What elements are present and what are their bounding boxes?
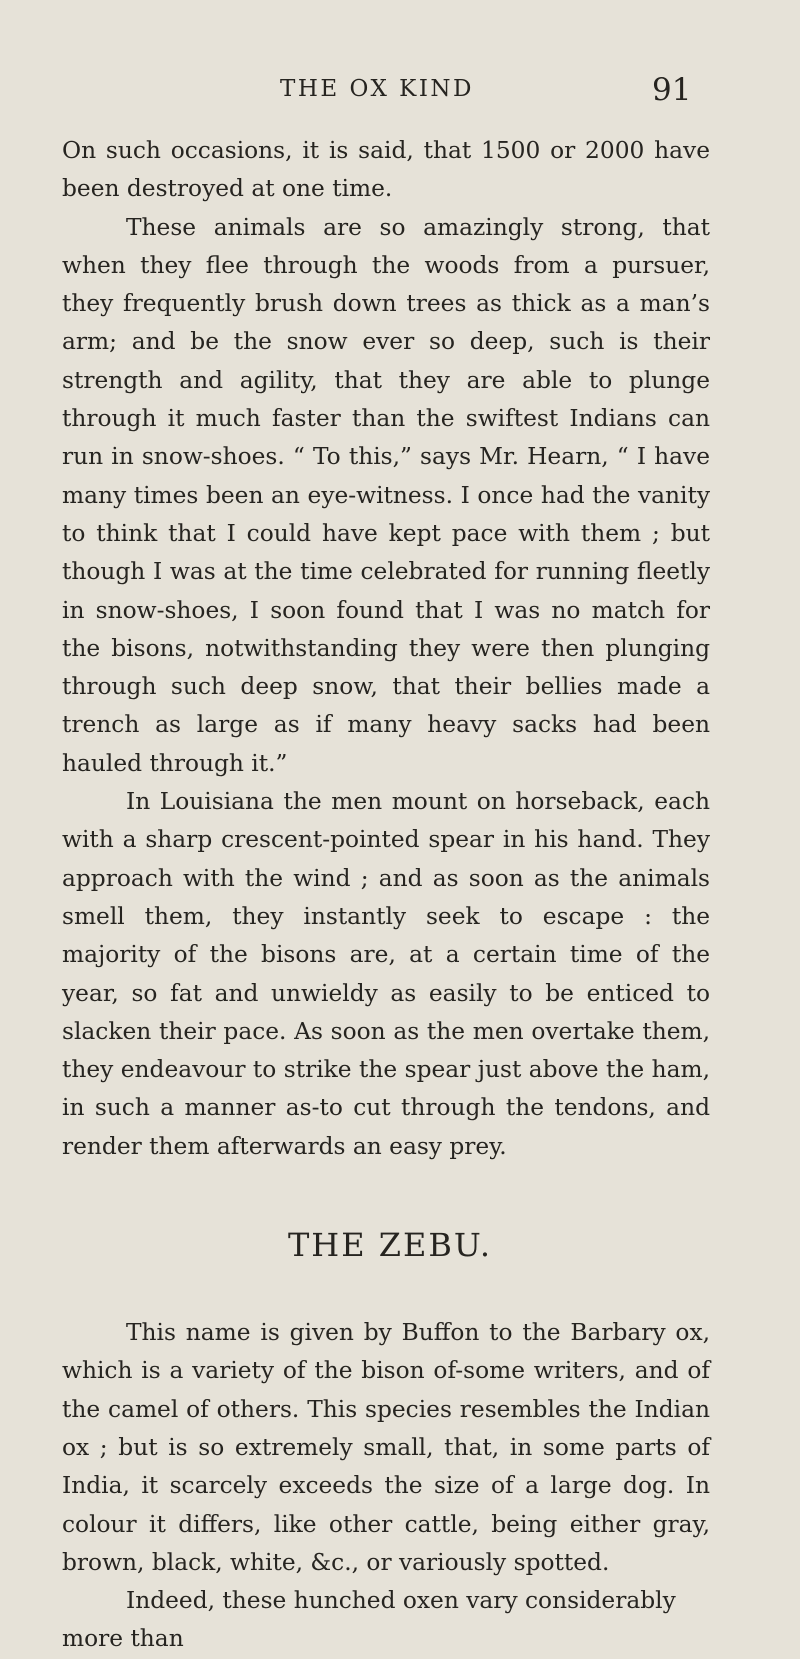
paragraph: These animals are so amazingly strong, that when they flee through the woods from a pursuer, they frequently brush down trees as thick as a man’s arm; and be the snow ever so deep, such is their strength and agility, that they are able to plunge through it much faster than the swiftest Indians can run in snow-shoes. “ To this,” says Mr. Hearn, “ I have many times been an eye-witness. I once had the vanity to think that I could have kept pace with them ; but though I was at the time celebrated for running fleetly in snow-shoes, I soon found that I was no match for the bisons, notwithstanding they were then plunging through such deep snow, that their bellies made a trench as large as if many heavy sacks had been hauled through it.”: [62, 213, 710, 777]
running-head: [0, 72, 800, 112]
body-text: [62, 132, 710, 1659]
paragraph: Indeed, these hunched oxen vary considerably more than: [62, 1587, 676, 1653]
paragraph: This name is given by Buffon to the Barbary ox, which is a variety of the bison of-some writers, and of the camel of others. This species resembles the Indian ox ; but is so extremely small, that, in some parts of India, it scarcely exceeds the size of a large dog. In colour it differs, like other cattle, being either gray, brown, black, white, &c., or variously spotted.: [62, 1319, 710, 1576]
paragraph: On such occasions, it is said, that 1500 or 2000 have been destroyed at one time.: [62, 137, 710, 203]
paragraph: In Louisiana the men mount on horseback, each with a sharp crescent-pointed spear in his hand. They approach with the wind ; and as soon as the animals smell them, they instantly seek to escape : the majority of the bisons are, at a certain time of the year, so fat and unwieldy as easily to be enticed to slacken their pace. As soon as the men overtake them, they endeavour to strike the spear just above the ham, in such a manner as-to cut through the tendons, and render them afterwards an easy prey.: [62, 788, 710, 1160]
page-number: 91: [652, 72, 692, 108]
running-title: THE OX KIND: [280, 76, 474, 102]
section-heading: THE ZEBU.: [287, 1226, 493, 1265]
